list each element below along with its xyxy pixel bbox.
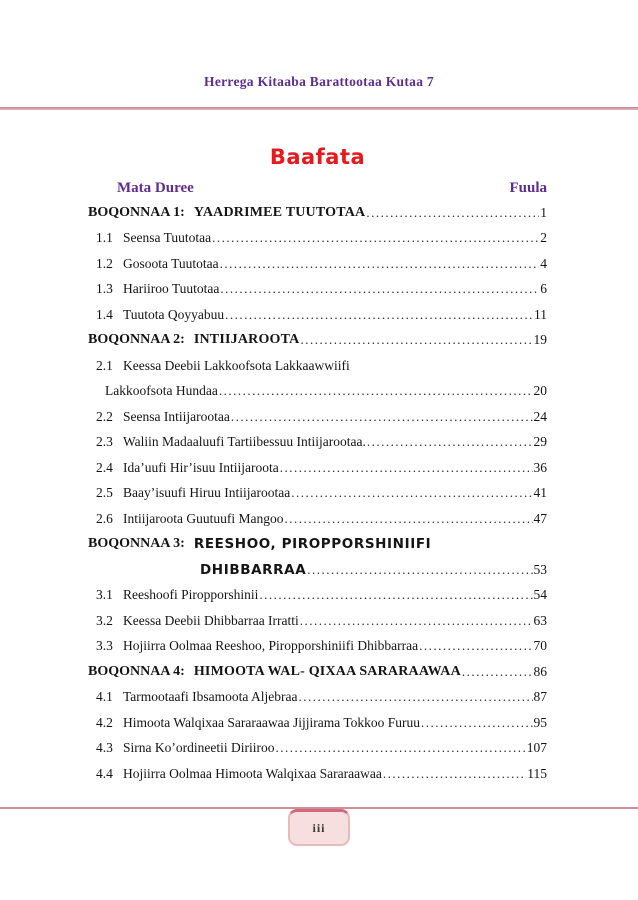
entry-title: Hojiirra Oolmaa Himoota Walqixaa Sararaawaa: [123, 765, 382, 781]
chapter-title: REESHOO, PIROPPORSHINIIFI: [193, 536, 432, 553]
entry-page-number: 47: [533, 510, 547, 526]
entry-number: 3.3: [96, 638, 113, 654]
entry-page-number: 2: [540, 230, 547, 246]
table-of-contents: [88, 138, 547, 787]
chapter-page-number: 53: [533, 561, 547, 577]
entry-number: 2.1: [96, 357, 113, 373]
toc-entry-row: [88, 226, 547, 252]
entry-title: Intiijaroota Guutuufi Mangoo: [123, 510, 284, 526]
entry-page-number: 70: [533, 638, 547, 654]
entry-title: Seensa Intiijarootaa: [123, 408, 230, 424]
dot-leader: [259, 587, 532, 603]
toc-chapter-row: [88, 532, 547, 558]
dot-leader: [421, 715, 532, 731]
chapter-page-number: 86: [533, 663, 547, 679]
entry-number: 1.1: [96, 230, 113, 246]
toc-entry-row: [88, 583, 547, 609]
entry-number: 3.2: [96, 612, 113, 628]
entry-title: Keessa Deebii Dhibbarraa Irratti: [123, 612, 299, 628]
dot-leader: [275, 740, 525, 756]
toc-entry-row: [88, 277, 547, 303]
entry-number: 4.2: [96, 714, 113, 730]
chapter-title: INTIIJAROOTA: [193, 332, 300, 348]
toc-entry-row: [88, 302, 547, 328]
toc-entry-row: [88, 430, 547, 456]
toc-entry-row: [88, 608, 547, 634]
toc-entry-row: [88, 481, 547, 507]
entry-number: 4.4: [96, 765, 113, 781]
entry-number: 2.2: [96, 408, 113, 424]
entry-page-number: 54: [533, 587, 547, 603]
dot-leader: [280, 460, 533, 476]
toc-column-headers: [88, 176, 547, 200]
toc-entry-row: [88, 404, 547, 430]
chapter-page-number: 19: [533, 332, 547, 348]
dot-leader: [383, 766, 526, 782]
dot-leader: [366, 205, 539, 221]
toc-chapter-row: [88, 200, 547, 226]
entry-title-continued: Lakkoofsota Hundaa: [105, 383, 218, 399]
entry-number: 3.1: [96, 587, 113, 603]
dot-leader: [367, 434, 533, 450]
dot-leader: [300, 332, 532, 348]
entry-title: Tuutota Qoyyabuu: [123, 306, 225, 322]
toc-entry-row: [88, 353, 547, 379]
dot-leader: [231, 409, 533, 425]
entry-title: Baay’isuufi Hiruu Intiijarootaa: [123, 485, 291, 501]
chapter-label: BOQONNAA 2:: [88, 332, 185, 348]
chapter-title: HIMOOTA WAL- QIXAA SARARAAWAA: [193, 663, 461, 679]
toc-chapter-row: [88, 659, 547, 685]
dot-leader: [220, 256, 540, 272]
dot-leader: [220, 281, 539, 297]
chapter-title-continued: DHIBBARRAA: [200, 561, 307, 578]
entry-page-number: 6: [540, 281, 547, 297]
running-header-title: Herrega Kitaaba Barattootaa Kutaa 7: [204, 74, 434, 89]
entry-number: 2.5: [96, 485, 113, 501]
dot-leader: [212, 230, 539, 246]
entry-page-number: 107: [526, 740, 547, 756]
column-header-topics: Mata Duree: [117, 179, 194, 196]
toc-entry-continuation-row: [88, 379, 547, 405]
toc-entry-row: [88, 710, 547, 736]
dot-leader: [291, 485, 532, 501]
toc-entry-row: [88, 736, 547, 762]
entry-number: 1.3: [96, 281, 113, 297]
toc-chapter-row: [88, 328, 547, 354]
entry-number: 1.4: [96, 306, 113, 322]
entry-page-number: 87: [533, 689, 547, 705]
page-number: iii: [312, 820, 326, 835]
chapter-label: BOQONNAA 1:: [88, 204, 185, 220]
dot-leader: [219, 383, 533, 399]
entry-number: 1.2: [96, 255, 113, 271]
entry-title: Ida’uufi Hir’isuu Intiijaroota: [123, 459, 279, 475]
chapter-label: BOQONNAA 4:: [88, 663, 185, 679]
dot-leader: [299, 689, 533, 705]
entry-number: 4.3: [96, 740, 113, 756]
entry-page-number: 95: [533, 714, 547, 730]
entry-page-number: 4: [540, 255, 547, 271]
entry-title: Waliin Madaaluufi Tartiibessuu Intiijarootaa.: [123, 434, 366, 450]
dot-leader: [300, 613, 533, 629]
entry-page-number: 29: [533, 434, 547, 450]
toc-title: Baafata: [269, 145, 366, 169]
toc-entry-row: [88, 634, 547, 660]
entry-title: Hariiroo Tuutotaa: [123, 281, 220, 297]
entry-number: 2.3: [96, 434, 113, 450]
entry-title: Reeshoofi Piropporshinii: [123, 587, 259, 603]
dot-leader: [225, 307, 533, 323]
entry-page-number: 24: [533, 408, 547, 424]
entry-title: Himoota Walqixaa Sararaawaa Jijjirama Tokkoo Furuu: [123, 714, 421, 730]
entry-title: Gosoota Tuutotaa: [123, 255, 219, 271]
entry-page-number: 41: [533, 485, 547, 501]
toc-entry-row: [88, 761, 547, 787]
dot-leader: [419, 638, 532, 654]
entry-page-number: 63: [533, 612, 547, 628]
entry-title: Seensa Tuutotaa: [123, 230, 212, 246]
entry-number: 2.4: [96, 459, 113, 475]
toc-entry-row: [88, 506, 547, 532]
chapter-title: YAADRIMEE TUUTOTAA: [193, 204, 366, 220]
toc-entry-row: [88, 685, 547, 711]
toc-entry-row: [88, 251, 547, 277]
entry-page-number: 115: [527, 765, 547, 781]
page-number-box: [288, 809, 350, 846]
entry-number: 2.6: [96, 510, 113, 526]
column-header-page: Fuula: [509, 179, 547, 196]
entry-page-number: 20: [533, 383, 547, 399]
entry-number: 4.1: [96, 689, 113, 705]
entry-title: Hojiirra Oolmaa Reeshoo, Piropporshiniifi Dhibbarraa: [123, 638, 419, 654]
chapter-page-number: 1: [540, 204, 547, 220]
header-divider-rule: [0, 107, 638, 110]
dot-leader: [307, 562, 532, 578]
entry-title: Keessa Deebii Lakkoofsota Lakkaawwiifi: [123, 357, 350, 373]
entry-page-number: 36: [533, 459, 547, 475]
toc-entry-row: [88, 455, 547, 481]
toc-chapter-continuation-row: [88, 557, 547, 583]
entry-title: Tarmootaafi Ibsamoota Aljebraa: [123, 689, 298, 705]
entry-page-number: 11: [534, 306, 547, 322]
dot-leader: [462, 664, 533, 680]
chapter-label: BOQONNAA 3:: [88, 536, 185, 552]
dot-leader: [284, 511, 532, 527]
entry-title: Sirna Ko’ordineetii Diriiroo: [123, 740, 275, 756]
